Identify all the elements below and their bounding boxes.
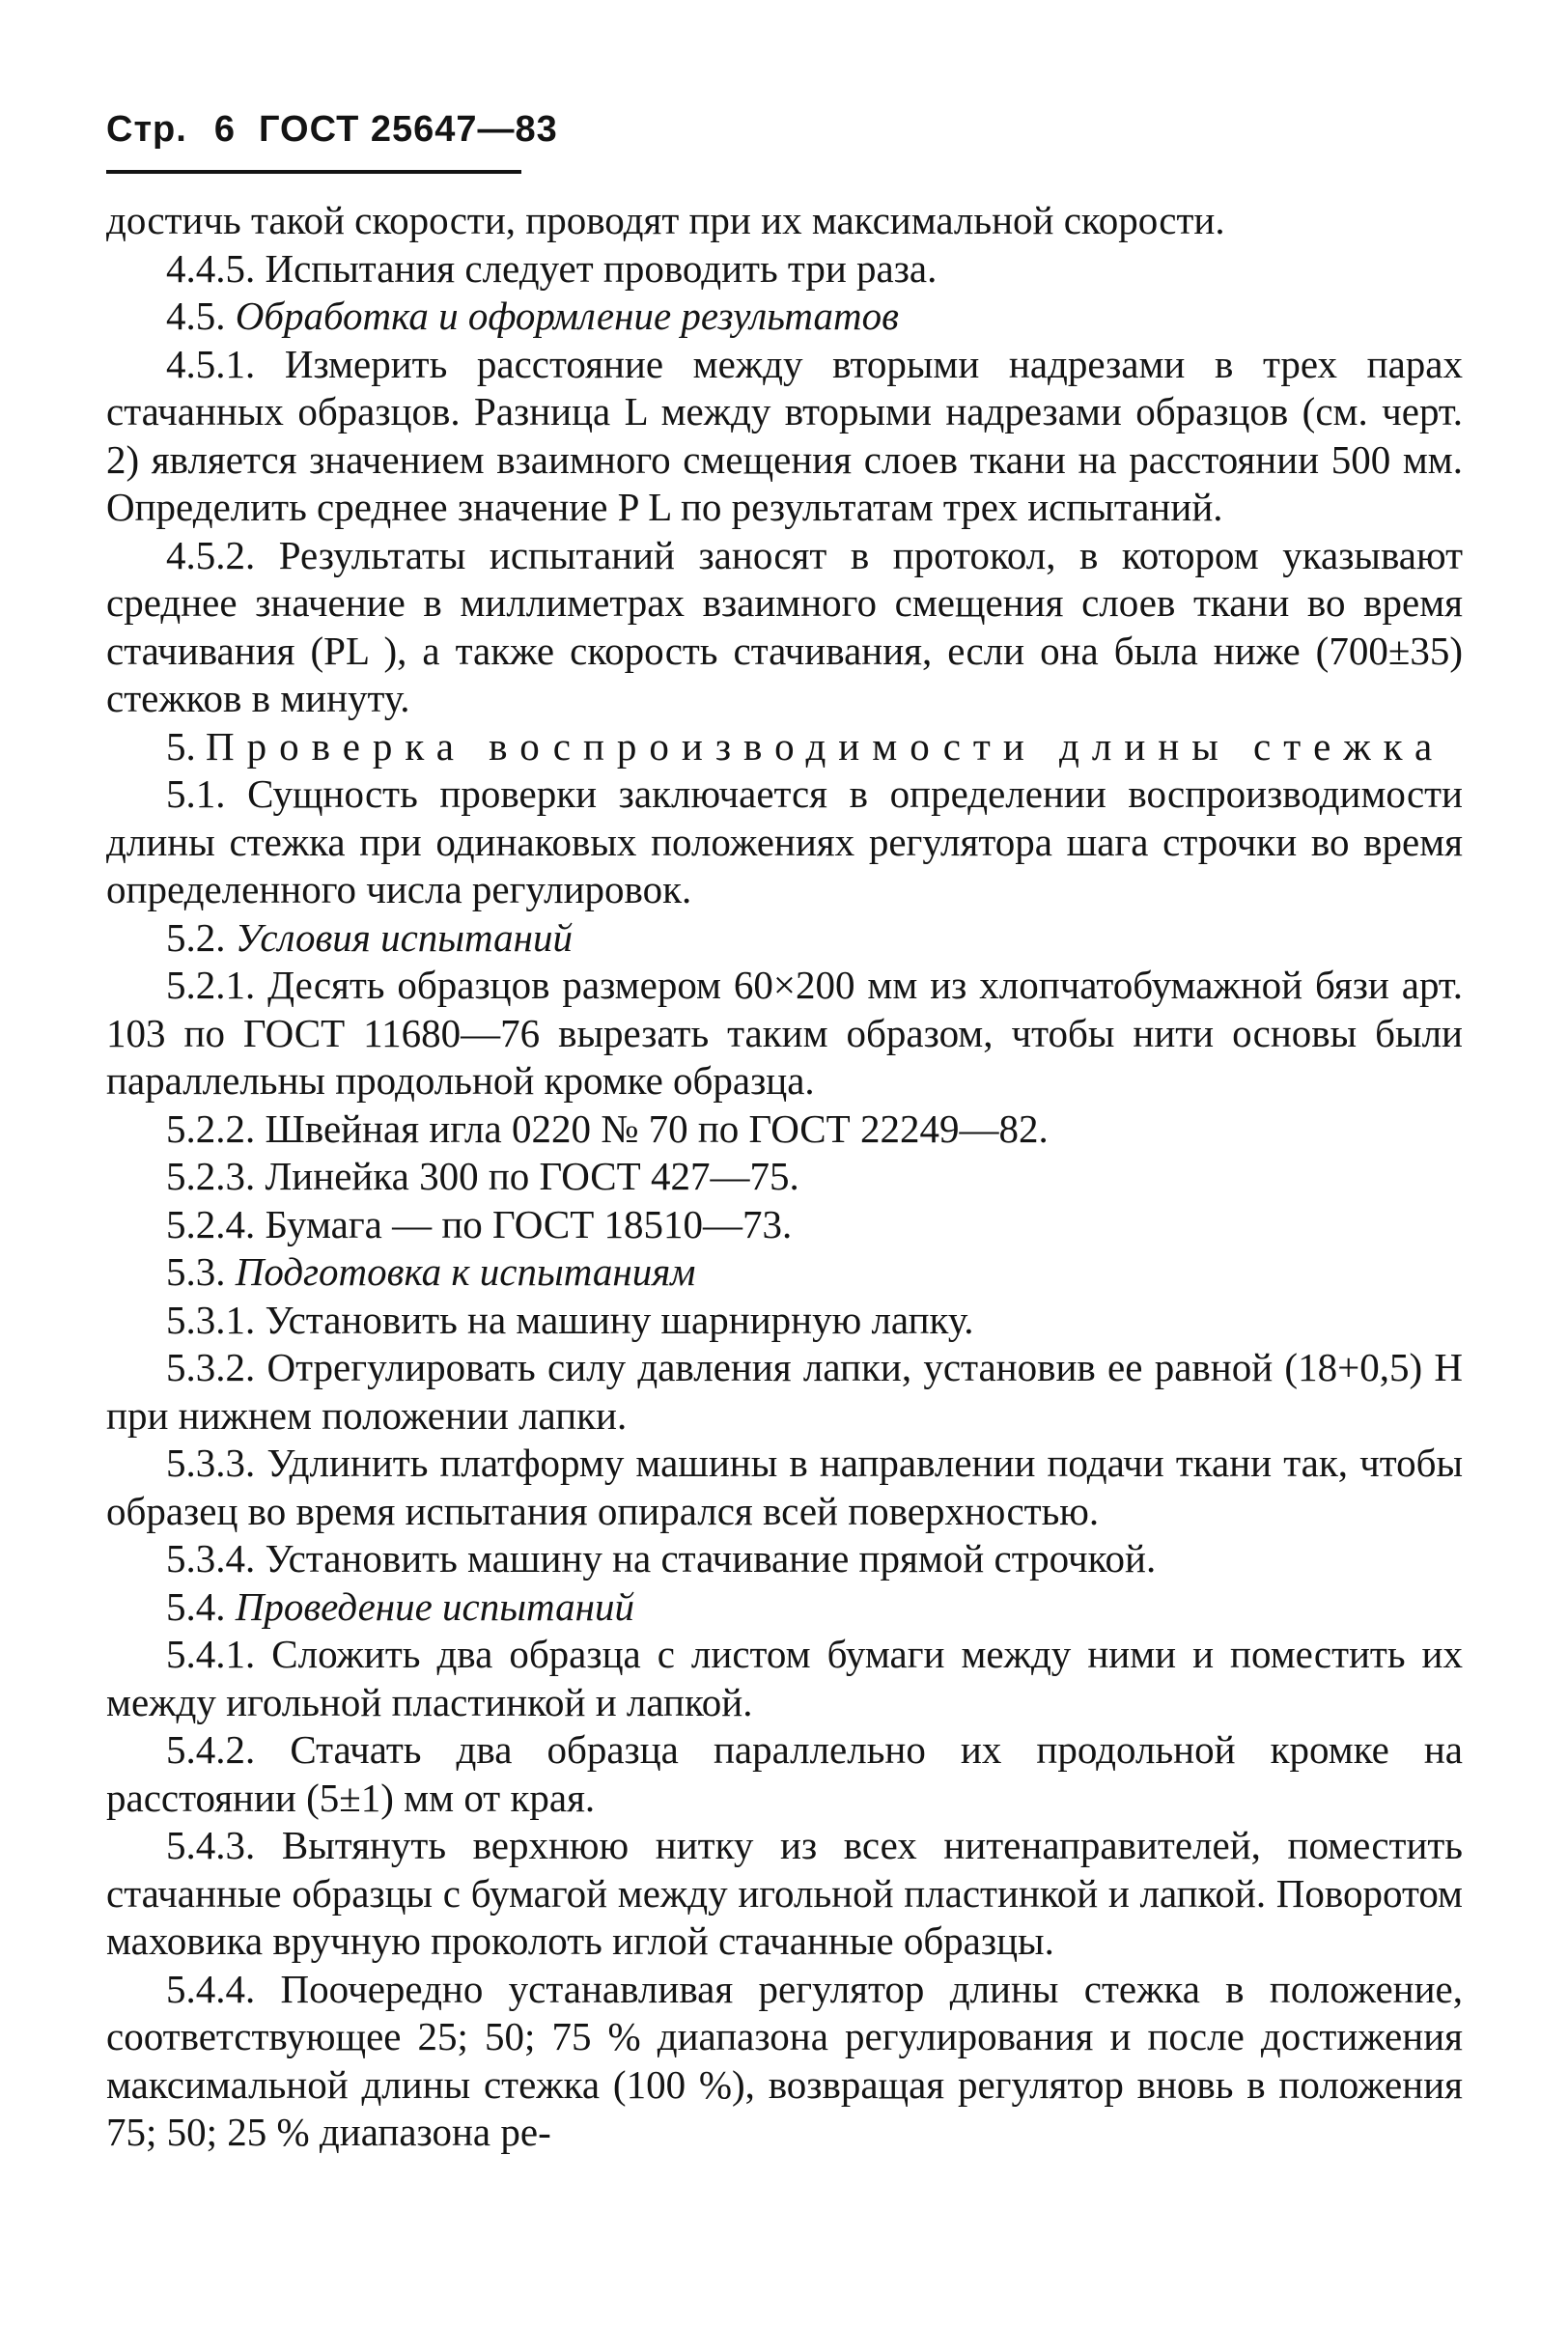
section-number: 5.3. <box>166 1249 236 1294</box>
paragraph-p2 <box>106 293 1463 341</box>
section-heading: Обработка и оформление результатов <box>235 294 899 338</box>
page-label: Стр. <box>106 109 187 150</box>
paragraph-p5 <box>106 723 1463 771</box>
paragraph-text: 5.3.2. Отрегулировать силу давления лапки, установив ее равной (18+0,5) Н при нижнем положении лапки. <box>106 1345 1463 1438</box>
paragraph-text: 5.4.4. Поочередно устанавливая регулятор длины стежка в положение, соответствующее 25; 50; 75 % диапазона регулирования и после достижения максимальной длины стежка (100 %), возвращая регулятор вновь в положения 75; 50; 25 % диапазона ре- <box>106 1966 1463 2154</box>
paragraph-text: 5.4.1. Сложить два образца с листом бумаги между ними и поместить их между игольной пластинкой и лапкой. <box>106 1632 1463 1724</box>
paragraph-p4 <box>106 532 1463 723</box>
paragraph-p20 <box>106 1822 1463 1966</box>
paragraph-p18 <box>106 1631 1463 1726</box>
paragraph-p9 <box>106 1106 1463 1154</box>
paragraph-text: 5.2.1. Десять образцов размером 60×200 мм из хлопчатобумажной бязи арт. 103 по ГОСТ 11680—76 вырезать таким образом, чтобы нити основы были параллельны продольной кромке образца. <box>106 963 1463 1103</box>
standard-number: ГОСТ 25647—83 <box>258 109 558 150</box>
section-title: Проверка воспроизводимости длины стежка <box>206 723 1445 769</box>
section-number: 5.4. <box>166 1583 236 1629</box>
paragraph-text: 5.1. Сущность проверки заключается в определении воспроизводимости длины стежка при одинаковых положениях регулятора шага строчки во время определенного числа регулировок. <box>106 771 1463 911</box>
paragraph-p17 <box>106 1583 1463 1632</box>
page-number: 6 <box>213 109 236 150</box>
paragraph-text: 4.5.2. Результаты испытаний заносят в протокол, в котором указывают среднее значение в миллиметрах взаимного смещения слоев ткани во время стачивания (PL ), а также скорость стачивания, если она была ниже (700±35) стежков в минуту. <box>106 532 1463 720</box>
body-text <box>106 197 1463 2157</box>
paragraph-p3 <box>106 341 1463 532</box>
paragraph-text: 5.2.4. Бумага — по ГОСТ 18510—73. <box>166 1201 793 1246</box>
paragraph-p0 <box>106 197 1463 245</box>
paragraph-p11 <box>106 1201 1463 1249</box>
section-heading: Проведение испытаний <box>235 1583 634 1629</box>
paragraph-text: 5.3.4. Установить машину на стачивание прямой строчкой. <box>166 1536 1157 1581</box>
paragraph-p1 <box>106 245 1463 294</box>
paragraph-p13 <box>106 1297 1463 1345</box>
paragraph-p14 <box>106 1344 1463 1440</box>
section-heading: Подготовка к испытаниям <box>235 1249 696 1294</box>
section-number: 4.5. <box>166 294 236 338</box>
paragraph-p16 <box>106 1535 1463 1583</box>
paragraph-p8 <box>106 962 1463 1106</box>
paragraph-p15 <box>106 1440 1463 1535</box>
paragraph-p21 <box>106 1966 1463 2157</box>
paragraph-text: 5.3.1. Установить на машину шарнирную лапку. <box>166 1297 974 1342</box>
document-page <box>106 106 1463 2157</box>
paragraph-text: 4.4.5. Испытания следует проводить три раза. <box>166 245 938 291</box>
paragraph-text: 5.2.2. Швейная игла 0220 № 70 по ГОСТ 22249—82. <box>166 1106 1049 1151</box>
paragraph-p12 <box>106 1248 1463 1297</box>
page-header <box>106 106 1463 153</box>
paragraph-text: 5.4.3. Вытянуть верхнюю нитку из всех нитенаправителей, поместить стачанные образцы с бумагой между игольной пластинкой и лапкой. Поворотом маховика вручную проколоть иглой стачанные образцы. <box>106 1823 1463 1963</box>
paragraph-p7 <box>106 914 1463 963</box>
paragraph-text: 5.2.3. Линейка 300 по ГОСТ 427—75. <box>166 1154 799 1198</box>
paragraph-text: достичь такой скорости, проводят при их максимальной скорости. <box>106 198 1225 242</box>
header-rule <box>106 170 521 174</box>
paragraph-p10 <box>106 1153 1463 1201</box>
paragraph-text: 5.4.2. Стачать два образца параллельно их продольной кромке на расстоянии (5±1) мм от края. <box>106 1727 1463 1820</box>
section-number: 5.2. <box>166 914 236 960</box>
section-number: 5. <box>166 723 206 769</box>
paragraph-text: 5.3.3. Удлинить платформу машины в направлении подачи ткани так, чтобы образец во время испытания опирался всей поверхностью. <box>106 1441 1463 1533</box>
paragraph-p6 <box>106 770 1463 914</box>
section-heading: Условия испытаний <box>235 914 574 960</box>
paragraph-text: 4.5.1. Измерить расстояние между вторыми надрезами в трех парах стачанных образцов. Разница L между вторыми надрезами образцов (см. черт. 2) является значением взаимного смещения слоев ткани на расстоянии 500 мм. Определить среднее значение P L по результатам трех испытаний. <box>106 341 1463 529</box>
paragraph-p19 <box>106 1726 1463 1822</box>
